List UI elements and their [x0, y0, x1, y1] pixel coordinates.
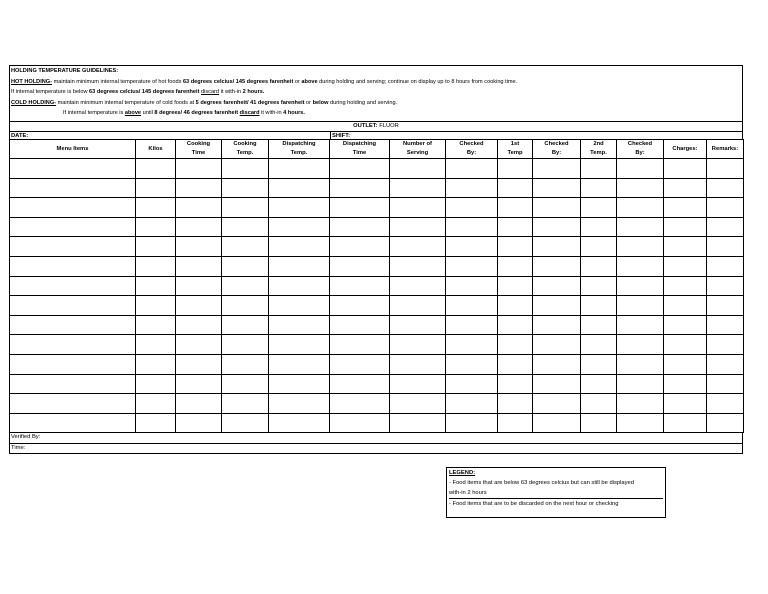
table-cell[interactable]: [581, 354, 617, 374]
table-cell[interactable]: [617, 159, 664, 179]
table-cell[interactable]: [390, 296, 446, 316]
hot-text: maintain minimum internal temperature of hot foods: [52, 78, 183, 85]
table-cell[interactable]: [664, 217, 707, 237]
column-header: [707, 140, 744, 159]
date-label: DATE:: [11, 133, 29, 139]
hot-discard-text2: it with-in: [219, 89, 243, 95]
column-header: [581, 140, 617, 159]
table-row: [10, 413, 744, 433]
table-cell[interactable]: [707, 198, 744, 218]
table-cell[interactable]: [707, 178, 744, 198]
table-cell[interactable]: [269, 394, 330, 414]
table-cell[interactable]: [176, 296, 222, 316]
table-cell[interactable]: [533, 276, 581, 296]
table-cell[interactable]: [136, 276, 176, 296]
column-header: [136, 140, 176, 159]
column-header: [533, 140, 581, 159]
table-cell[interactable]: [498, 296, 533, 316]
table-row: [10, 276, 744, 296]
table-cell[interactable]: [136, 394, 176, 414]
table-cell[interactable]: [222, 354, 269, 374]
column-header: [176, 140, 222, 159]
hot-discard-text: If internal temperature is below: [11, 89, 90, 95]
table-cell[interactable]: [222, 178, 269, 198]
table-cell[interactable]: [390, 315, 446, 335]
table-cell[interactable]: [581, 276, 617, 296]
table-cell[interactable]: [10, 413, 136, 433]
table-cell[interactable]: [10, 276, 136, 296]
table-cell[interactable]: [10, 335, 136, 355]
table-cell[interactable]: [617, 335, 664, 355]
table-cell[interactable]: [136, 374, 176, 394]
table-cell[interactable]: [446, 256, 498, 276]
hot-discard-temp: 63 degrees celcius/ 145 degrees farenheit: [89, 89, 200, 95]
table-cell[interactable]: [10, 374, 136, 394]
table-cell[interactable]: [446, 198, 498, 218]
table-cell[interactable]: [581, 374, 617, 394]
table-cell[interactable]: [446, 354, 498, 374]
table-cell[interactable]: [581, 296, 617, 316]
table-cell[interactable]: [10, 256, 136, 276]
column-header-line: Cooking: [233, 141, 257, 147]
table-row: [10, 178, 744, 198]
table-cell[interactable]: [222, 394, 269, 414]
table-cell[interactable]: [176, 217, 222, 237]
table-row: [10, 354, 744, 374]
table-cell[interactable]: [269, 159, 330, 179]
table-cell[interactable]: [446, 315, 498, 335]
table-cell[interactable]: [269, 276, 330, 296]
table-cell[interactable]: [269, 237, 330, 257]
holding-temperature-form: [9, 65, 743, 454]
table-body: [10, 159, 744, 433]
table-cell[interactable]: [707, 237, 744, 257]
table-cell[interactable]: [136, 217, 176, 237]
table-cell[interactable]: [581, 198, 617, 218]
cold-or: or: [304, 99, 313, 106]
table-cell[interactable]: [136, 256, 176, 276]
column-header-line: Temp.: [290, 150, 308, 156]
table-cell[interactable]: [136, 198, 176, 218]
table-cell[interactable]: [136, 413, 176, 433]
table-cell[interactable]: [498, 256, 533, 276]
table-row: [10, 296, 744, 316]
table-cell[interactable]: [446, 217, 498, 237]
table-row: [10, 256, 744, 276]
table-cell[interactable]: [390, 335, 446, 355]
table-cell[interactable]: [664, 394, 707, 414]
table-cell[interactable]: [222, 296, 269, 316]
table-cell[interactable]: [498, 315, 533, 335]
table-cell[interactable]: [498, 237, 533, 257]
column-header: [446, 140, 498, 159]
table-cell[interactable]: [498, 159, 533, 179]
table-cell[interactable]: [533, 178, 581, 198]
shift-label: SHIFT:: [332, 133, 351, 139]
column-header-line: Kilos: [148, 145, 163, 152]
table-cell[interactable]: [269, 217, 330, 237]
cold-discard-above: above: [124, 110, 142, 116]
table-row: [10, 159, 744, 179]
table-cell[interactable]: [707, 315, 744, 335]
column-header: [269, 140, 330, 159]
table-cell[interactable]: [390, 394, 446, 414]
table-cell[interactable]: [10, 237, 136, 257]
column-header: [617, 140, 664, 159]
table-cell[interactable]: [330, 394, 390, 414]
table-cell[interactable]: [330, 178, 390, 198]
cold-below: below: [312, 99, 329, 106]
table-cell[interactable]: [617, 217, 664, 237]
table-cell[interactable]: [269, 413, 330, 433]
cold-text2: during holding and serving.: [328, 99, 398, 106]
table-cell[interactable]: [136, 237, 176, 257]
table-cell[interactable]: [533, 159, 581, 179]
table-cell[interactable]: [446, 159, 498, 179]
table-cell[interactable]: [330, 296, 390, 316]
table-row: [10, 374, 744, 394]
table-cell[interactable]: [390, 198, 446, 218]
table-cell[interactable]: [10, 159, 136, 179]
table-cell[interactable]: [222, 335, 269, 355]
table-cell[interactable]: [707, 296, 744, 316]
table-cell[interactable]: [222, 315, 269, 335]
table-cell[interactable]: [330, 413, 390, 433]
column-header: [222, 140, 269, 159]
column-header-line: Remarks:: [711, 145, 739, 152]
table-cell[interactable]: [498, 354, 533, 374]
legend-item-1-line-a: - Food items that are below 63 degrees celcius but can still be displayed: [449, 480, 634, 486]
table-cell[interactable]: [176, 354, 222, 374]
table-cell[interactable]: [707, 217, 744, 237]
table-cell[interactable]: [222, 256, 269, 276]
hot-temp: 63 degrees celcius/ 145 degrees farenheit: [182, 78, 294, 85]
table-cell[interactable]: [176, 394, 222, 414]
table-cell[interactable]: [617, 178, 664, 198]
table-cell[interactable]: [617, 198, 664, 218]
column-header: [10, 140, 136, 159]
column-header-line: Temp.: [236, 150, 254, 156]
table-cell[interactable]: [533, 217, 581, 237]
table-cell[interactable]: [617, 237, 664, 257]
table-cell[interactable]: [269, 335, 330, 355]
cold-discard-line: [11, 108, 741, 119]
table-cell[interactable]: [498, 374, 533, 394]
table-cell[interactable]: [617, 354, 664, 374]
hot-discard-hours: 2 hours.: [242, 89, 265, 95]
table-cell[interactable]: [664, 315, 707, 335]
cold-temp: 5 degrees farenheit/ 41 degrees farenheit: [195, 99, 305, 106]
column-header-line: Time: [352, 150, 367, 156]
table-cell[interactable]: [707, 413, 744, 433]
table-cell[interactable]: [176, 413, 222, 433]
table-cell[interactable]: [136, 315, 176, 335]
legend-box: [446, 467, 666, 518]
cold-discard-text2: it with-in: [259, 110, 284, 116]
table-cell[interactable]: [176, 159, 222, 179]
table-cell[interactable]: [498, 335, 533, 355]
table-cell[interactable]: [581, 413, 617, 433]
table-cell[interactable]: [617, 394, 664, 414]
table-cell[interactable]: [330, 159, 390, 179]
table-cell[interactable]: [330, 374, 390, 394]
table-cell[interactable]: [176, 335, 222, 355]
table-cell[interactable]: [390, 256, 446, 276]
column-header: [330, 140, 390, 159]
hot-holding-line: [11, 77, 741, 88]
table-cell[interactable]: [330, 217, 390, 237]
table-cell[interactable]: [707, 374, 744, 394]
table-cell[interactable]: [533, 198, 581, 218]
legend-item-2: - Food items that are to be discarded on the next hour or checking: [449, 498, 663, 509]
table-cell[interactable]: [617, 374, 664, 394]
table-cell[interactable]: [390, 217, 446, 237]
table-cell[interactable]: [581, 237, 617, 257]
time-line: Time:: [9, 444, 743, 455]
table-cell[interactable]: [498, 394, 533, 414]
table-cell[interactable]: [10, 217, 136, 237]
table-cell[interactable]: [664, 335, 707, 355]
table-cell[interactable]: [617, 413, 664, 433]
table-cell[interactable]: [222, 198, 269, 218]
table-cell[interactable]: [176, 178, 222, 198]
table-cell[interactable]: [222, 237, 269, 257]
table-cell[interactable]: [222, 217, 269, 237]
table-cell[interactable]: [446, 413, 498, 433]
table-cell[interactable]: [136, 178, 176, 198]
table-cell[interactable]: [617, 276, 664, 296]
table-cell[interactable]: [533, 374, 581, 394]
column-header-line: Serving: [406, 150, 429, 156]
table-cell[interactable]: [707, 276, 744, 296]
table-cell[interactable]: [330, 256, 390, 276]
table-cell[interactable]: [176, 315, 222, 335]
table-cell[interactable]: [707, 335, 744, 355]
table-cell[interactable]: [581, 256, 617, 276]
legend-item-1: [449, 478, 663, 498]
table-cell[interactable]: [330, 315, 390, 335]
table-cell[interactable]: [664, 159, 707, 179]
table-cell[interactable]: [269, 374, 330, 394]
column-header-line: By:: [635, 150, 645, 156]
table-cell[interactable]: [617, 256, 664, 276]
table-cell[interactable]: [176, 198, 222, 218]
table-cell[interactable]: [664, 276, 707, 296]
table-cell[interactable]: [617, 315, 664, 335]
table-cell[interactable]: [498, 276, 533, 296]
table-cell[interactable]: [581, 178, 617, 198]
table-header-row: [10, 140, 744, 159]
table-cell[interactable]: [136, 159, 176, 179]
table-cell[interactable]: [664, 413, 707, 433]
table-cell[interactable]: [10, 354, 136, 374]
hot-above: above: [301, 78, 318, 85]
column-header: [390, 140, 446, 159]
column-header-line: 1st: [510, 141, 520, 147]
table-cell[interactable]: [533, 335, 581, 355]
table-cell[interactable]: [581, 335, 617, 355]
table-cell[interactable]: [533, 237, 581, 257]
cold-discard-word: discard: [239, 110, 260, 116]
table-cell[interactable]: [330, 198, 390, 218]
table-cell[interactable]: [581, 315, 617, 335]
table-cell[interactable]: [533, 256, 581, 276]
table-cell[interactable]: [176, 276, 222, 296]
table-cell[interactable]: [498, 413, 533, 433]
guidelines-title: HOLDING TEMPERATURE GUIDELINES:: [11, 68, 119, 74]
table-cell[interactable]: [390, 237, 446, 257]
table-cell[interactable]: [446, 296, 498, 316]
hot-discard-line: [11, 87, 741, 98]
column-header-line: Temp.: [590, 150, 607, 156]
table-row: [10, 198, 744, 218]
table-cell[interactable]: [330, 354, 390, 374]
table-cell[interactable]: [330, 276, 390, 296]
table-cell[interactable]: [446, 237, 498, 257]
column-header-line: Checked: [459, 141, 484, 147]
hot-holding-label: HOT HOLDING-: [11, 78, 53, 85]
cold-discard-until: until: [141, 110, 155, 116]
table-cell[interactable]: [10, 178, 136, 198]
date-shift-row: [9, 131, 743, 139]
table-cell[interactable]: [176, 237, 222, 257]
table-cell[interactable]: [533, 413, 581, 433]
table-cell[interactable]: [10, 198, 136, 218]
table-cell[interactable]: [390, 178, 446, 198]
column-header-line: Temp: [507, 150, 523, 156]
outlet-label: OUTLET:: [353, 123, 378, 129]
cold-text: maintain minimum internal temperature of cold foods at: [56, 99, 196, 106]
table-cell[interactable]: [446, 178, 498, 198]
column-header-line: 2nd: [593, 141, 604, 147]
table-cell[interactable]: [222, 413, 269, 433]
table-cell[interactable]: [498, 178, 533, 198]
table-cell[interactable]: [269, 178, 330, 198]
hot-or: or: [293, 78, 302, 85]
cold-holding-label: COLD HOLDING-: [11, 99, 57, 106]
table-cell[interactable]: [176, 374, 222, 394]
table-cell[interactable]: [581, 394, 617, 414]
table-cell[interactable]: [330, 335, 390, 355]
table-cell[interactable]: [390, 354, 446, 374]
table-cell[interactable]: [664, 198, 707, 218]
holding-log-table: [9, 139, 744, 433]
column-header-line: Cooking: [186, 141, 211, 147]
table-cell[interactable]: [617, 296, 664, 316]
table-cell[interactable]: [581, 159, 617, 179]
table-cell[interactable]: [390, 159, 446, 179]
table-cell[interactable]: [446, 374, 498, 394]
verified-by-line: Verified By:: [9, 433, 743, 444]
hot-text2: during holding and serving; continue on display up to 8 hours from cooking time.: [317, 78, 518, 85]
table-row: [10, 394, 744, 414]
table-cell[interactable]: [136, 354, 176, 374]
table-cell[interactable]: [176, 256, 222, 276]
table-row: [10, 237, 744, 257]
table-cell[interactable]: [269, 256, 330, 276]
table-cell[interactable]: [533, 296, 581, 316]
table-cell[interactable]: [707, 354, 744, 374]
hot-discard-word: discard: [201, 89, 220, 95]
cold-discard-text: If internal temperature is: [63, 110, 125, 116]
table-cell[interactable]: [269, 315, 330, 335]
column-header-line: Menu Items: [56, 145, 89, 152]
table-cell[interactable]: [581, 217, 617, 237]
table-cell[interactable]: [222, 159, 269, 179]
table-cell[interactable]: [269, 354, 330, 374]
table-cell[interactable]: [269, 198, 330, 218]
table-cell[interactable]: [222, 276, 269, 296]
table-cell[interactable]: [707, 394, 744, 414]
table-cell[interactable]: [330, 237, 390, 257]
table-cell[interactable]: [390, 374, 446, 394]
column-header-line: By:: [466, 150, 477, 156]
column-header: [498, 140, 533, 159]
table-row: [10, 335, 744, 355]
column-header-line: By:: [551, 150, 562, 156]
table-cell[interactable]: [10, 315, 136, 335]
column-header-line: Number of: [403, 141, 432, 147]
table-cell[interactable]: [446, 394, 498, 414]
column-header-line: Checked: [544, 141, 569, 147]
table-cell[interactable]: [269, 296, 330, 316]
table-cell[interactable]: [664, 354, 707, 374]
table-cell[interactable]: [664, 178, 707, 198]
table-cell[interactable]: [390, 413, 446, 433]
table-cell[interactable]: [498, 198, 533, 218]
table-cell[interactable]: [136, 296, 176, 316]
table-cell[interactable]: [10, 296, 136, 316]
table-cell[interactable]: [533, 315, 581, 335]
table-cell[interactable]: [136, 335, 176, 355]
table-cell[interactable]: [664, 374, 707, 394]
column-header-line: Checked: [627, 141, 653, 147]
outlet-value: FLUOR: [377, 123, 399, 129]
column-header: [664, 140, 707, 159]
cold-holding-line: [11, 98, 741, 109]
table-cell[interactable]: [533, 354, 581, 374]
table-cell[interactable]: [498, 217, 533, 237]
column-header-line: Dispatching: [342, 141, 377, 147]
column-header-line: Time: [191, 150, 206, 156]
cold-discard-temp: 8 degrees/ 46 degrees farenheit: [154, 110, 239, 116]
table-cell[interactable]: [10, 394, 136, 414]
legend-item-1-line-b: with-in 2 hours: [449, 490, 487, 496]
table-row: [10, 315, 744, 335]
table-cell[interactable]: [664, 237, 707, 257]
table-cell[interactable]: [664, 256, 707, 276]
guidelines-box: [9, 65, 743, 122]
table-cell[interactable]: [446, 335, 498, 355]
table-cell[interactable]: [664, 296, 707, 316]
table-cell[interactable]: [390, 276, 446, 296]
table-cell[interactable]: [707, 256, 744, 276]
table-cell[interactable]: [222, 374, 269, 394]
table-row: [10, 217, 744, 237]
table-cell[interactable]: [707, 159, 744, 179]
column-header-line: Dispatching: [282, 141, 316, 147]
table-cell[interactable]: [533, 394, 581, 414]
column-header-line: Charges:: [672, 145, 698, 152]
table-cell[interactable]: [446, 276, 498, 296]
cold-discard-hours: 4 hours.: [283, 110, 305, 116]
legend-title: LEGEND:: [449, 470, 476, 476]
outlet-line: [9, 122, 743, 131]
